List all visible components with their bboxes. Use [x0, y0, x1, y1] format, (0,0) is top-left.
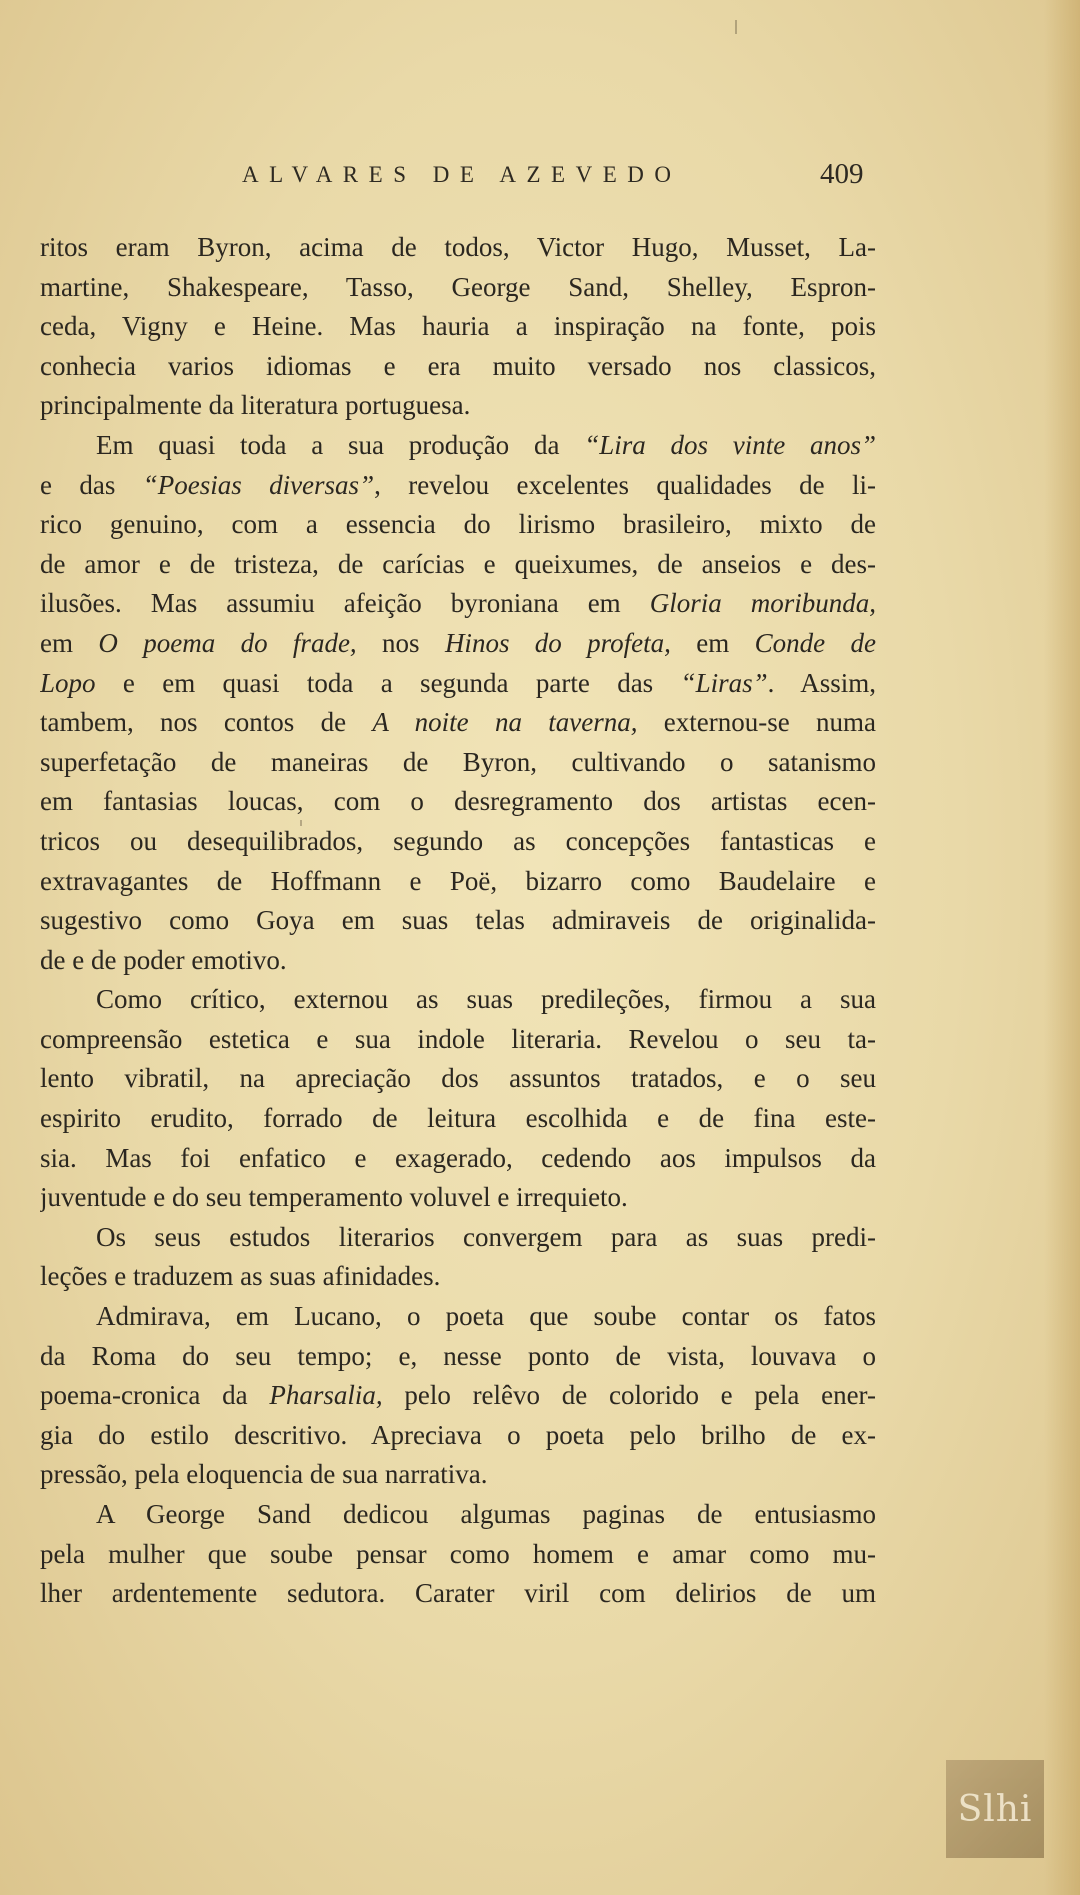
print-mark — [300, 820, 302, 826]
page-header — [0, 158, 1080, 198]
text-line: juventude e do seu temperamento voluvel e irrequieto. — [40, 1182, 628, 1213]
library-logo — [946, 1760, 1044, 1858]
text-line — [40, 426, 876, 466]
text-line: sugestivo como Goya em suas telas admiraveis de originalida- — [40, 905, 876, 936]
italic-title: “Lira dos vinte anos” — [584, 429, 876, 460]
text-line: tricos ou desequilibrados, segundo as concepções fantasticas e — [40, 825, 876, 856]
text-line: principalmente da literatura portuguesa. — [40, 390, 471, 421]
text-line — [40, 703, 876, 743]
text-run: , revelou excelentes qualidades de li- — [374, 469, 876, 500]
text-line: conhecia varios idiomas e era muito versado nos classicos, — [40, 350, 876, 381]
text-line: martine, Shakespeare, Tasso, George Sand, Shelley, Espron- — [40, 271, 876, 302]
italic-title: Hinos do profeta, — [444, 627, 671, 658]
text-line: pressão, pela eloquencia de sua narrativa. — [40, 1459, 488, 1490]
text-line: A George Sand dedicou algumas paginas de entusiasmo — [96, 1499, 876, 1529]
paragraph-1 — [40, 228, 876, 426]
italic-title: O poema do frade, — [98, 627, 357, 658]
text-line: sia. Mas foi enfatico e exagerado, cedendo aos impulsos da — [40, 1142, 876, 1173]
text-line: de e de poder emotivo. — [40, 944, 287, 975]
text-run: nos — [356, 627, 445, 658]
text-line: gia do estilo descritivo. Apreciava o poeta pelo brilho de ex- — [40, 1419, 876, 1450]
text-run: externou-se numa — [637, 707, 876, 738]
text-line: superfetação de maneiras de Byron, cultivando o satanismo — [40, 746, 876, 777]
italic-title: Conde de — [754, 627, 876, 658]
paragraph-3 — [40, 980, 876, 1218]
text-line — [40, 466, 876, 506]
italic-title: Pharsalia, — [269, 1380, 383, 1411]
text-run: em — [40, 627, 99, 658]
text-line: pela mulher que soube pensar como homem e amar como mu- — [40, 1538, 876, 1569]
text-line: de amor e de tristeza, de carícias e queixumes, de anseios e des- — [40, 548, 876, 579]
text-line: ritos eram Byron, acima de todos, Victor Hugo, Musset, La- — [40, 232, 876, 262]
text-line: Como crítico, externou as suas predileções, firmou a sua — [96, 984, 876, 1015]
paragraph-2 — [40, 426, 876, 980]
text-line — [40, 1376, 876, 1416]
text-line — [40, 664, 876, 704]
text-line: extravagantes de Hoffmann e Poë, bizarro como Baudelaire e — [40, 865, 876, 896]
text-line: espirito erudito, forrado de leitura escolhida e de fina este- — [40, 1103, 876, 1134]
logo-text: Slhi — [957, 1788, 1033, 1830]
text-run: tambem, nos contos de — [40, 707, 373, 738]
page-number: 409 — [820, 158, 864, 190]
body-text — [40, 228, 876, 1614]
text-line: Os seus estudos literarios convergem para as suas predi- — [96, 1221, 876, 1252]
text-line: ceda, Vigny e Heine. Mas hauria a inspiração na fonte, pois — [40, 311, 876, 342]
text-line — [40, 584, 876, 624]
italic-title: “Liras” — [680, 667, 768, 698]
paragraph-6 — [40, 1495, 876, 1614]
text-run: em — [670, 627, 755, 658]
running-head: ALVARES DE AZEVEDO — [242, 162, 682, 187]
text-line: lento vibratil, na apreciação dos assuntos tratados, e o seu — [40, 1063, 876, 1094]
paragraph-5 — [40, 1297, 876, 1495]
paragraph-4 — [40, 1218, 876, 1297]
text-run: ilusões. Mas assumiu afeição byroniana em — [40, 588, 650, 619]
page-edge-shadow — [1044, 0, 1080, 1895]
text-line: da Roma do seu tempo; e, nesse ponto de vista, louvava o — [40, 1340, 876, 1371]
text-run: poema-cronica da — [40, 1380, 270, 1411]
text-line: compreensão estetica e sua indole literaria. Revelou o seu ta- — [40, 1023, 876, 1054]
text-run: pelo relêvo de colorido e pela ener- — [382, 1380, 876, 1411]
text-line — [40, 624, 876, 664]
text-line: rico genuino, com a essencia do lirismo brasileiro, mixto de — [40, 509, 876, 540]
text-run: e das — [40, 469, 143, 500]
text-run: e em quasi toda a segunda parte das — [95, 667, 681, 698]
text-line: em fantasias loucas, com o desregramento dos artistas ecen- — [40, 786, 876, 817]
italic-title: A noite na taverna, — [372, 707, 638, 738]
italic-title: Lopo — [40, 667, 96, 698]
print-mark — [735, 20, 737, 34]
text-line: Admirava, em Lucano, o poeta que soube contar os fatos — [96, 1301, 876, 1332]
text-run: Em quasi toda a sua produção da — [96, 429, 585, 460]
text-line: lher ardentemente sedutora. Carater viril com delirios de um — [40, 1578, 876, 1609]
italic-title: “Poesias diversas” — [142, 469, 375, 500]
italic-title: Gloria moribunda, — [649, 588, 876, 619]
text-line: leções e traduzem as suas afinidades. — [40, 1261, 441, 1292]
text-run: . Assim, — [767, 667, 876, 698]
